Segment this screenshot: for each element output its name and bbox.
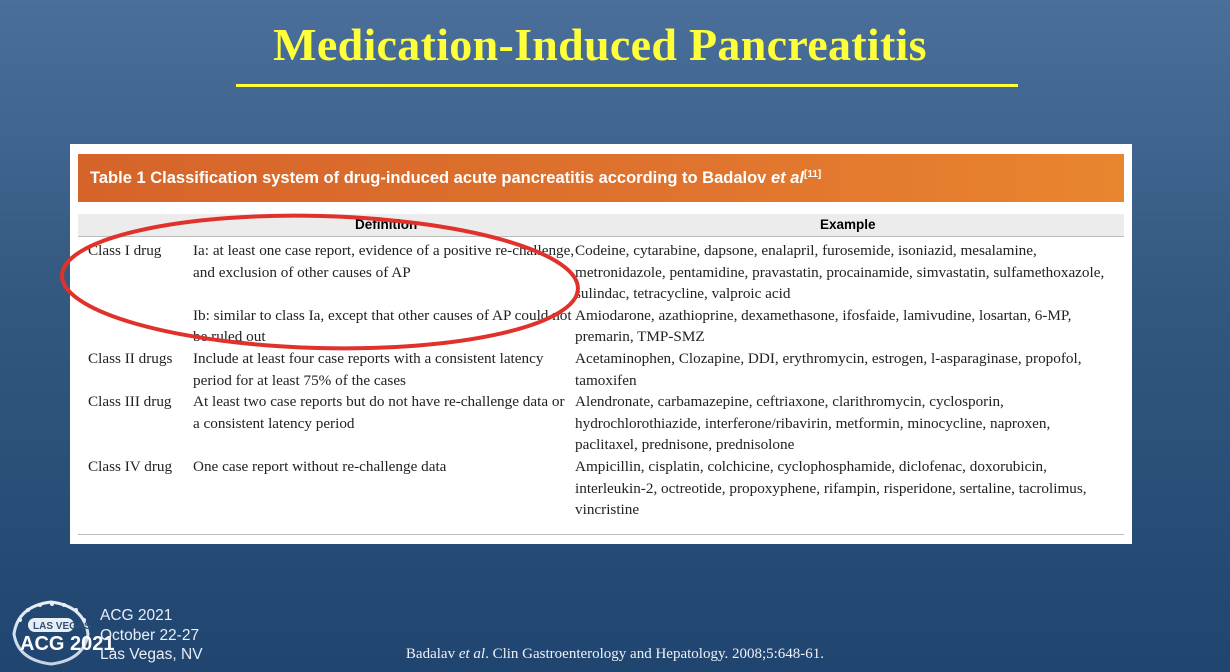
table-row: [88, 348, 1124, 391]
drug-classification-table: [70, 144, 1132, 544]
citation-etal: et al: [458, 646, 486, 662]
row-class: [88, 305, 193, 348]
row-definition: One case report without re-challenge data: [193, 457, 447, 475]
slide-title: Medication-Induced Pancreatitis: [273, 19, 927, 70]
logo-text: ACG 2021: [20, 633, 115, 655]
table-row: [88, 240, 1124, 305]
event-name: ACG 2021: [100, 607, 173, 624]
table-bottom-rule: [78, 534, 1124, 535]
row-class: Class III drug: [88, 393, 172, 411]
column-header-definition: Definition: [355, 217, 418, 232]
citation: [0, 646, 1230, 663]
table-caption: [78, 154, 1124, 202]
table-column-headers: [78, 214, 1124, 237]
table-caption-text: Table 1 Classification system of drug-induced acute pancreatitis according to Badalov: [90, 169, 771, 187]
row-definition: At least two case reports but do not have re-challenge data or a consistent latency period: [193, 393, 565, 432]
table-row: [88, 456, 1124, 521]
table-caption-etal: et al: [770, 169, 804, 187]
row-class: Class II drugs: [88, 349, 173, 367]
event-dates: October 22-27: [100, 626, 200, 644]
row-example: Alendronate, carbamazepine, ceftriaxone, clarithromycin, cyclosporin, hydrochlorothiazide, interferone/ribavirin, metformin, minocycline, naproxen, paclitaxel, prednisone, prednisolone: [575, 393, 1051, 454]
event-location: Las Vegas, NV: [100, 646, 203, 663]
table-row: [88, 305, 1124, 348]
citation-author: Badalav: [405, 646, 459, 662]
row-definition: Include at least four case reports with a consistent latency period for at least 75% of the cases: [193, 349, 544, 389]
table-row: [88, 391, 1124, 456]
row-example: Codeine, cytarabine, dapsone, enalapril, furosemide, isoniazid, mesalamine, metronidazole, pentamidine, pravastatin, procainamide, simvastatin, sulfamethoxazole, sulindac, tetracycline, valproic acid: [575, 242, 1105, 303]
title-underline: [236, 84, 1018, 87]
citation-source: . Clin Gastroenterology and Hepatology. 2008;5:648-61.: [485, 646, 825, 662]
column-header-example: Example: [820, 217, 876, 232]
row-example: Amiodarone, azathioprine, dexamethasone, ifosfaide, lamivudine, losartan, 6-MP, premarin, TMP-SMZ: [575, 306, 1072, 346]
table-caption-ref: [11]: [803, 169, 822, 180]
svg-text:LAS VEGAS: LAS VEGAS: [33, 621, 91, 632]
row-example: Acetaminophen, Clozapine, DDI, erythromycin, estrogen, l-asparaginase, propofol, tamoxifen: [575, 349, 1082, 389]
row-definition: Ib: similar to class Ia, except that other causes of AP could not be ruled out: [193, 306, 572, 346]
row-class: Class IV drug: [88, 457, 173, 475]
table-body: [88, 240, 1124, 521]
row-example: Ampicillin, cisplatin, colchicine, cyclophosphamide, diclofenac, doxorubicin, interleukin-2, octreotide, propoxyphene, rifampin, risperidone, sertaline, tacrolimus, vincristine: [575, 457, 1087, 519]
row-definition: Ia: at least one case report, evidence of a positive re-challenge, and exclusion of other causes of AP: [193, 242, 575, 281]
row-class: Class I drug: [88, 242, 162, 259]
